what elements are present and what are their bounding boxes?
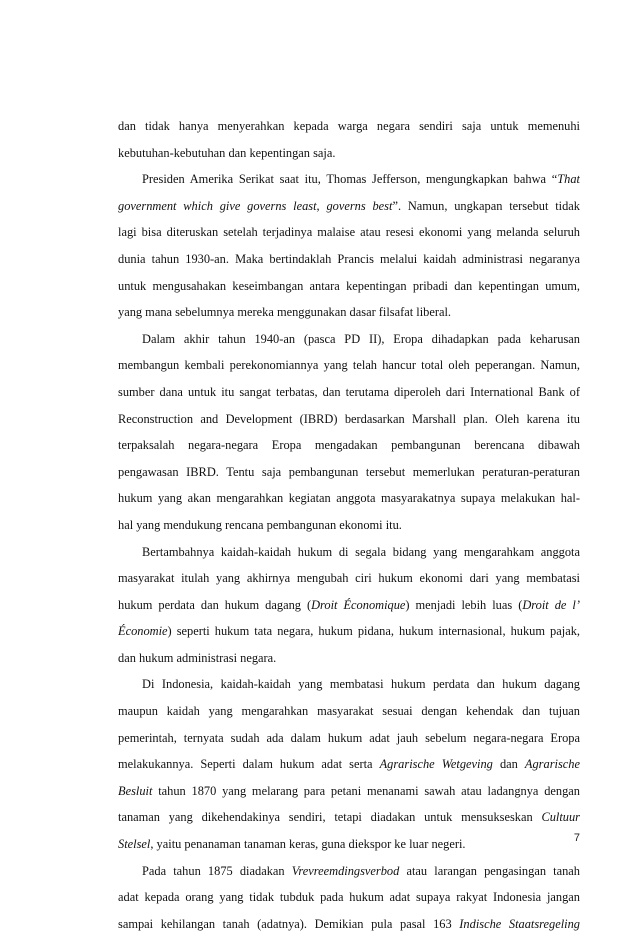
text-line: [118, 698, 580, 725]
text-segment: lagi bisa diteruskan setelah terjadinya malaise atau resesi ekonomi yang melanda seluruh: [118, 225, 580, 240]
text-line: [118, 804, 580, 831]
text-segment: maupun kaidah yang mengarahkan masyarakat sesuai dengan kehendak dan tujuan: [118, 704, 580, 719]
text-segment: masyarakat itulah yang akhirnya mengubah ciri hukum ekonomi dari yang membatasi: [118, 571, 580, 586]
italic-term: government which give governs least, governs best: [118, 198, 393, 213]
text-line: [118, 565, 580, 592]
italic-term: Agrarische Wetgeving: [379, 757, 493, 772]
text-line: [118, 326, 580, 353]
text-line: [118, 645, 580, 672]
text-line: [118, 671, 580, 698]
text-segment: kebutuhan-kebutuhan dan kepentingan saja.: [118, 145, 336, 160]
italic-term: Droit de l’: [522, 597, 580, 612]
text-line: [118, 140, 580, 167]
text-line: [118, 299, 580, 326]
text-segment: yang mana sebelumnya mereka menggunakan dasar filsafat liberal.: [118, 305, 452, 320]
text-segment: dan tidak hanya menyerahkan kepada warga negara sendiri saja untuk memenuhi: [118, 119, 580, 133]
text-segment: ) seperti hukum tata negara, hukum pidana, hukum internasional, hukum pajak,: [167, 624, 580, 639]
text-line: [118, 751, 580, 778]
text-line: [118, 459, 580, 486]
text-line: [118, 379, 580, 406]
italic-term: Cultuur: [541, 810, 580, 825]
page-number: 7: [573, 832, 580, 844]
text-segment: sumber dana untuk itu sangat terbatas, dan terutama diperoleh dari International Bank of: [118, 384, 580, 399]
text-segment: terpaksalah negara-negara Eropa mengadakan pembangunan berencana dibawah: [118, 438, 580, 453]
text-segment: pemerintah, ternyata sudah ada dalam hukum adat jauh sebelum negara-negara Eropa: [118, 730, 580, 745]
body-text: [118, 113, 580, 937]
text-line: [118, 352, 580, 379]
text-line: [118, 219, 580, 246]
text-line: [118, 858, 580, 885]
text-segment: melakukannya. Seperti dalam hukum adat serta: [118, 757, 380, 772]
text-line: [118, 113, 580, 140]
text-line: [118, 725, 580, 752]
text-segment: ”. Namun, ungkapan tersebut tidak: [392, 198, 580, 213]
text-segment: pengawasan IBRD. Tentu saja pembangunan tersebut memerlukan peraturan-peraturan: [118, 464, 580, 479]
text-line: [118, 166, 580, 193]
text-segment: dan: [492, 757, 525, 772]
text-segment: sampai kehilangan tanah (adatnya). Demikian pula pasal 163: [118, 916, 460, 931]
text-segment: hukum perdata dan hukum dagang (: [118, 597, 312, 612]
text-line: [118, 432, 580, 459]
text-segment: Di Indonesia, kaidah-kaidah yang membatasi hukum perdata dan hukum dagang: [142, 677, 580, 692]
text-segment: membangun kembali perekonomiannya yang telah hancur total oleh peperangan. Namun,: [118, 358, 580, 373]
italic-term: Stelsel: [118, 837, 151, 852]
italic-term: Besluit: [118, 783, 153, 798]
italic-term: Indische Staatsregeling: [459, 916, 580, 931]
text-line: [118, 778, 580, 805]
italic-term: Agrarische: [524, 757, 580, 772]
text-line: [118, 485, 580, 512]
text-segment: Reconstruction and Development (IBRD) berdasarkan Marshall plan. Oleh karena itu: [118, 411, 580, 426]
text-line: [118, 406, 580, 433]
text-line: [118, 512, 580, 539]
text-line: [118, 246, 580, 273]
text-segment: hukum yang akan mengarahkan kegiatan anggota masyarakatnya supaya melakukan hal-: [118, 491, 580, 506]
text-segment: atau larangan pengasingan tanah: [399, 863, 580, 878]
italic-term: That: [557, 172, 580, 187]
text-line: [118, 273, 580, 300]
text-line: [118, 592, 580, 619]
text-segment: tanaman yang dikehendakinya sendiri, tetapi diadakan untuk mensukseskan: [118, 810, 542, 825]
text-segment: dan hukum administrasi negara.: [118, 650, 277, 665]
text-segment: tahun 1870 yang melarang para petani menanami sawah atau ladangnya dengan: [152, 783, 580, 798]
text-segment: untuk mengusahakan keseimbangan antara kepentingan pribadi dan kepentingan umum,: [118, 278, 580, 293]
text-segment: Bertambahnya kaidah-kaidah hukum di segala bidang yang mengarahkam anggota: [142, 544, 580, 559]
text-line: [118, 539, 580, 566]
text-line: [118, 831, 580, 858]
text-line: [118, 911, 580, 937]
text-line: [118, 884, 580, 911]
text-segment: Dalam akhir tahun 1940-an (pasca PD II), Eropa dihadapkan pada keharusan: [142, 331, 580, 346]
text-segment: Pada tahun 1875 diadakan: [142, 863, 292, 878]
text-line: [118, 193, 580, 220]
text-segment: hal yang mendukung rencana pembangunan ekonomi itu.: [118, 517, 402, 532]
text-segment: dunia tahun 1930-an. Maka bertindaklah Prancis melalui kaidah administrasi negaranya: [118, 251, 580, 266]
italic-term: Vrevreemdingsverbod: [291, 863, 400, 878]
text-segment: , yaitu penanaman tanaman keras, guna diekspor ke luar negeri.: [150, 837, 466, 852]
text-segment: adat kepada orang yang tidak tubduk pada hukum adat supaya rakyat Indonesia jangan: [118, 890, 580, 905]
text-segment: ) menjadi lebih luas (: [405, 597, 523, 612]
italic-term: Économie: [118, 624, 168, 639]
text-segment: Presiden Amerika Serikat saat itu, Thomas Jefferson, mengungkapkan bahwa “: [142, 172, 558, 187]
italic-term: Droit Économique: [311, 597, 406, 612]
text-line: [118, 618, 580, 645]
